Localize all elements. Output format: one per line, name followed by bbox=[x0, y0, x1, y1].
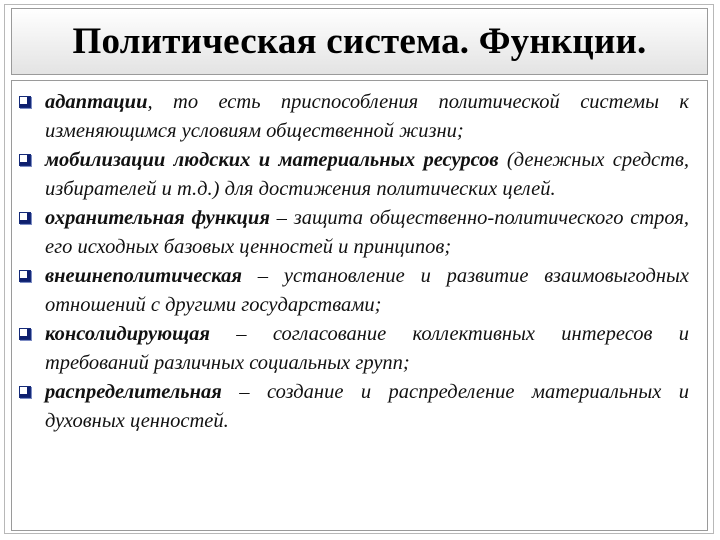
list-item-foreign-policy bbox=[18, 262, 689, 320]
square-bullet-icon bbox=[19, 328, 31, 340]
item-text: , то есть приспособления политической системы к изменяющимся условиям общественной жизни; bbox=[45, 91, 689, 142]
item-text: – защита общественно-политического строя, его исходных базовых ценностей и принципов; bbox=[45, 207, 690, 258]
list-item-consolidating bbox=[18, 320, 689, 378]
list-item-mobilization bbox=[18, 146, 689, 204]
item-text: – создание и распределение материальных и духовных ценностей. bbox=[45, 381, 689, 432]
list-item-adaptation bbox=[18, 88, 689, 146]
function-list bbox=[18, 88, 689, 436]
content-area bbox=[11, 80, 708, 531]
square-bullet-icon bbox=[19, 212, 31, 224]
square-bullet-icon bbox=[19, 154, 31, 166]
title-bar bbox=[11, 8, 708, 75]
list-item-distributive bbox=[18, 378, 689, 436]
item-text: (денежных средств, избирателей и т.д.) для достижения политических целей. bbox=[45, 149, 689, 200]
item-text: – установление и развитие взаимовыгодных отношений с другими государствами; bbox=[45, 265, 689, 316]
slide-title: Политическая система. Функции. bbox=[72, 21, 647, 62]
item-term: мобилизации людских и материальных ресурсов bbox=[45, 149, 499, 171]
square-bullet-icon bbox=[19, 270, 31, 282]
square-bullet-icon bbox=[19, 386, 31, 398]
item-term: распределительная bbox=[45, 381, 222, 403]
item-term: внешнеполитическая bbox=[45, 265, 242, 287]
item-term: адаптации bbox=[45, 91, 148, 113]
item-text: – согласование коллективных интересов и требований различных социальных групп; bbox=[45, 323, 689, 374]
item-term: охранительная функция bbox=[45, 207, 270, 229]
square-bullet-icon bbox=[19, 96, 31, 108]
list-item-protective bbox=[18, 204, 689, 262]
item-term: консолидирующая bbox=[45, 323, 210, 345]
